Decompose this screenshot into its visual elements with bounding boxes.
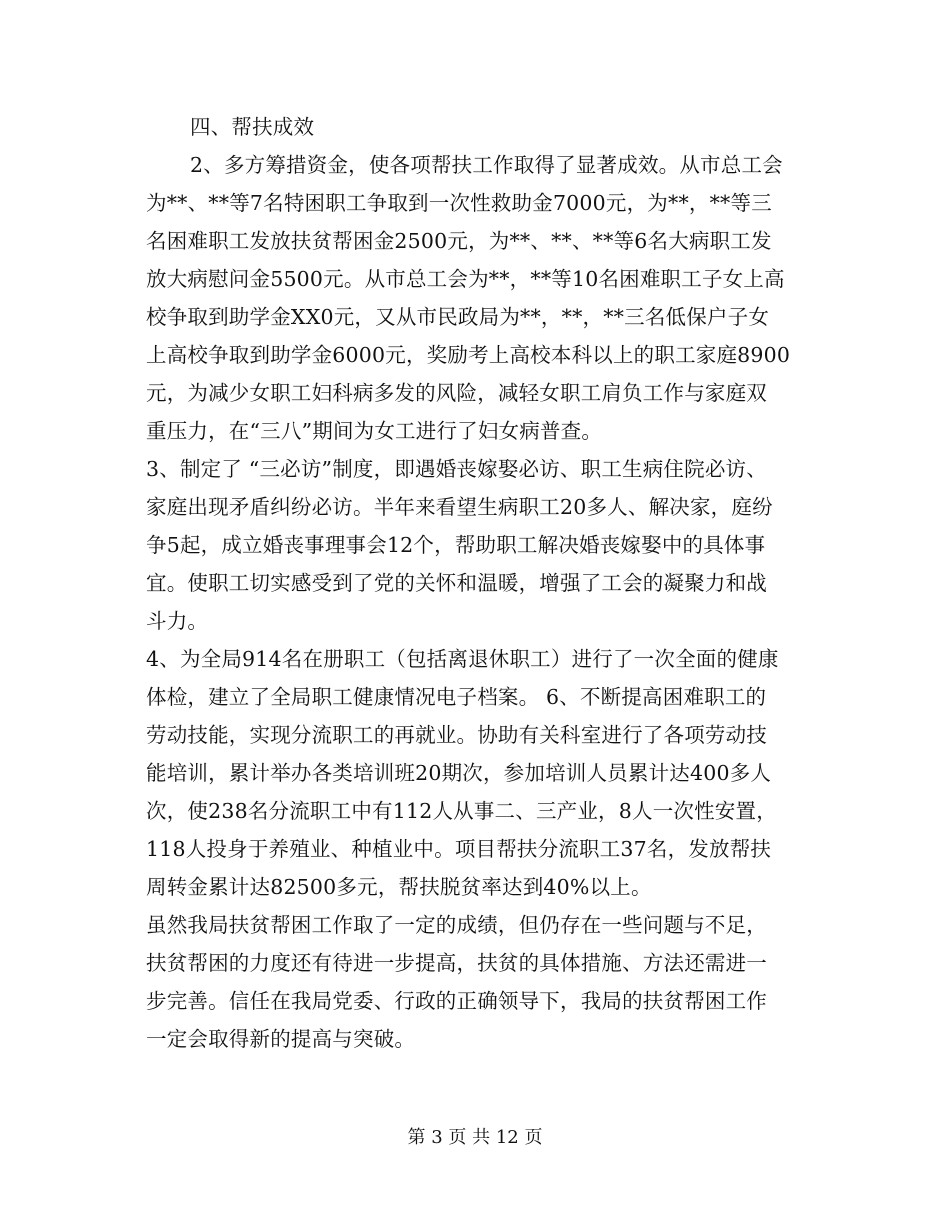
paragraph-line: 重压力，在“三八”期间为女工进行了妇女病普查。 [146, 419, 603, 443]
paragraph-line: 3、制定了 “三必访”制度，即遇婚丧嫁娶必访、职工生病住院必访、 [146, 457, 767, 481]
paragraph-line: 斗力。 [146, 609, 209, 633]
paragraph-line: 扶贫帮困的力度还有待进一步提高，扶贫的具体措施、方法还需进一 [146, 951, 767, 975]
paragraph-line: 名困难职工发放扶贫帮困金2500元，为**、**、**等6名大病职工发 [146, 229, 772, 253]
paragraph-line: 一定会取得新的提高与突破。 [146, 1027, 416, 1051]
paragraph-line: 劳动技能，实现分流职工的再就业。协助有关科室进行了各项劳动技 [146, 723, 767, 747]
paragraph-line: 4、为全局914名在册职工（包括离退休职工）进行了一次全面的健康 [146, 647, 779, 671]
paragraph-line: 宜。使职工切实感受到了党的关怀和温暖，增强了工会的凝聚力和战 [146, 571, 767, 595]
paragraph-line: 放大病慰问金5500元。从市总工会为**，**等10名困难职工子女上高 [146, 267, 785, 291]
paragraph-line: 次，使238名分流职工中有112人从事二、三产业，8人一次性安置， [146, 799, 777, 823]
paragraph-line: 元，为减少女职工妇科病多发的风险，减轻女职工肩负工作与家庭双 [146, 381, 767, 405]
paragraph-line: 周转金累计达82500多元，帮扶脱贫率达到40%以上。 [146, 875, 652, 899]
paragraph-line: 校争取到助学金XX0元，又从市民政局为**，**，**三名低保户子女 [146, 305, 770, 329]
paragraph-line: 步完善。信任在我局党委、行政的正确领导下，我局的扶贫帮困工作 [146, 989, 767, 1013]
paragraph-line: 虽然我局扶贫帮困工作取了一定的成绩，但仍存在一些问题与不足， [146, 913, 767, 937]
paragraph-line: 争5起，成立婚丧事理事会12个，帮助职工解决婚丧嫁娶中的具体事 [146, 533, 766, 557]
section-heading: 四、帮扶成效 [190, 115, 315, 139]
page-footer: 第 3 页 共 12 页 [407, 1127, 543, 1148]
paragraph-line: 2、多方筹措资金，使各项帮扶工作取得了显著成效。从市总工会 [190, 153, 783, 177]
paragraph-line: 家庭出现矛盾纠纷必访。半年来看望生病职工20多人、解决家，庭纷 [146, 495, 773, 519]
paragraph-line: 为**、**等7名特困职工争取到一次性救助金7000元，为**，**等三 [146, 191, 772, 215]
paragraph-line: 能培训，累计举办各类培训班20期次，参加培训人员累计达400多人 [146, 761, 772, 785]
paragraph-line: 118人投身于养殖业、种植业中。项目帮扶分流职工37名，发放帮扶 [146, 837, 772, 861]
paragraph-line: 体检，建立了全局职工健康情况电子档案。 6、不断提高困难职工的 [146, 685, 767, 709]
paragraph-line: 上高校争取到助学金6000元，奖励考上高校本科以上的职工家庭8900 [146, 343, 791, 367]
